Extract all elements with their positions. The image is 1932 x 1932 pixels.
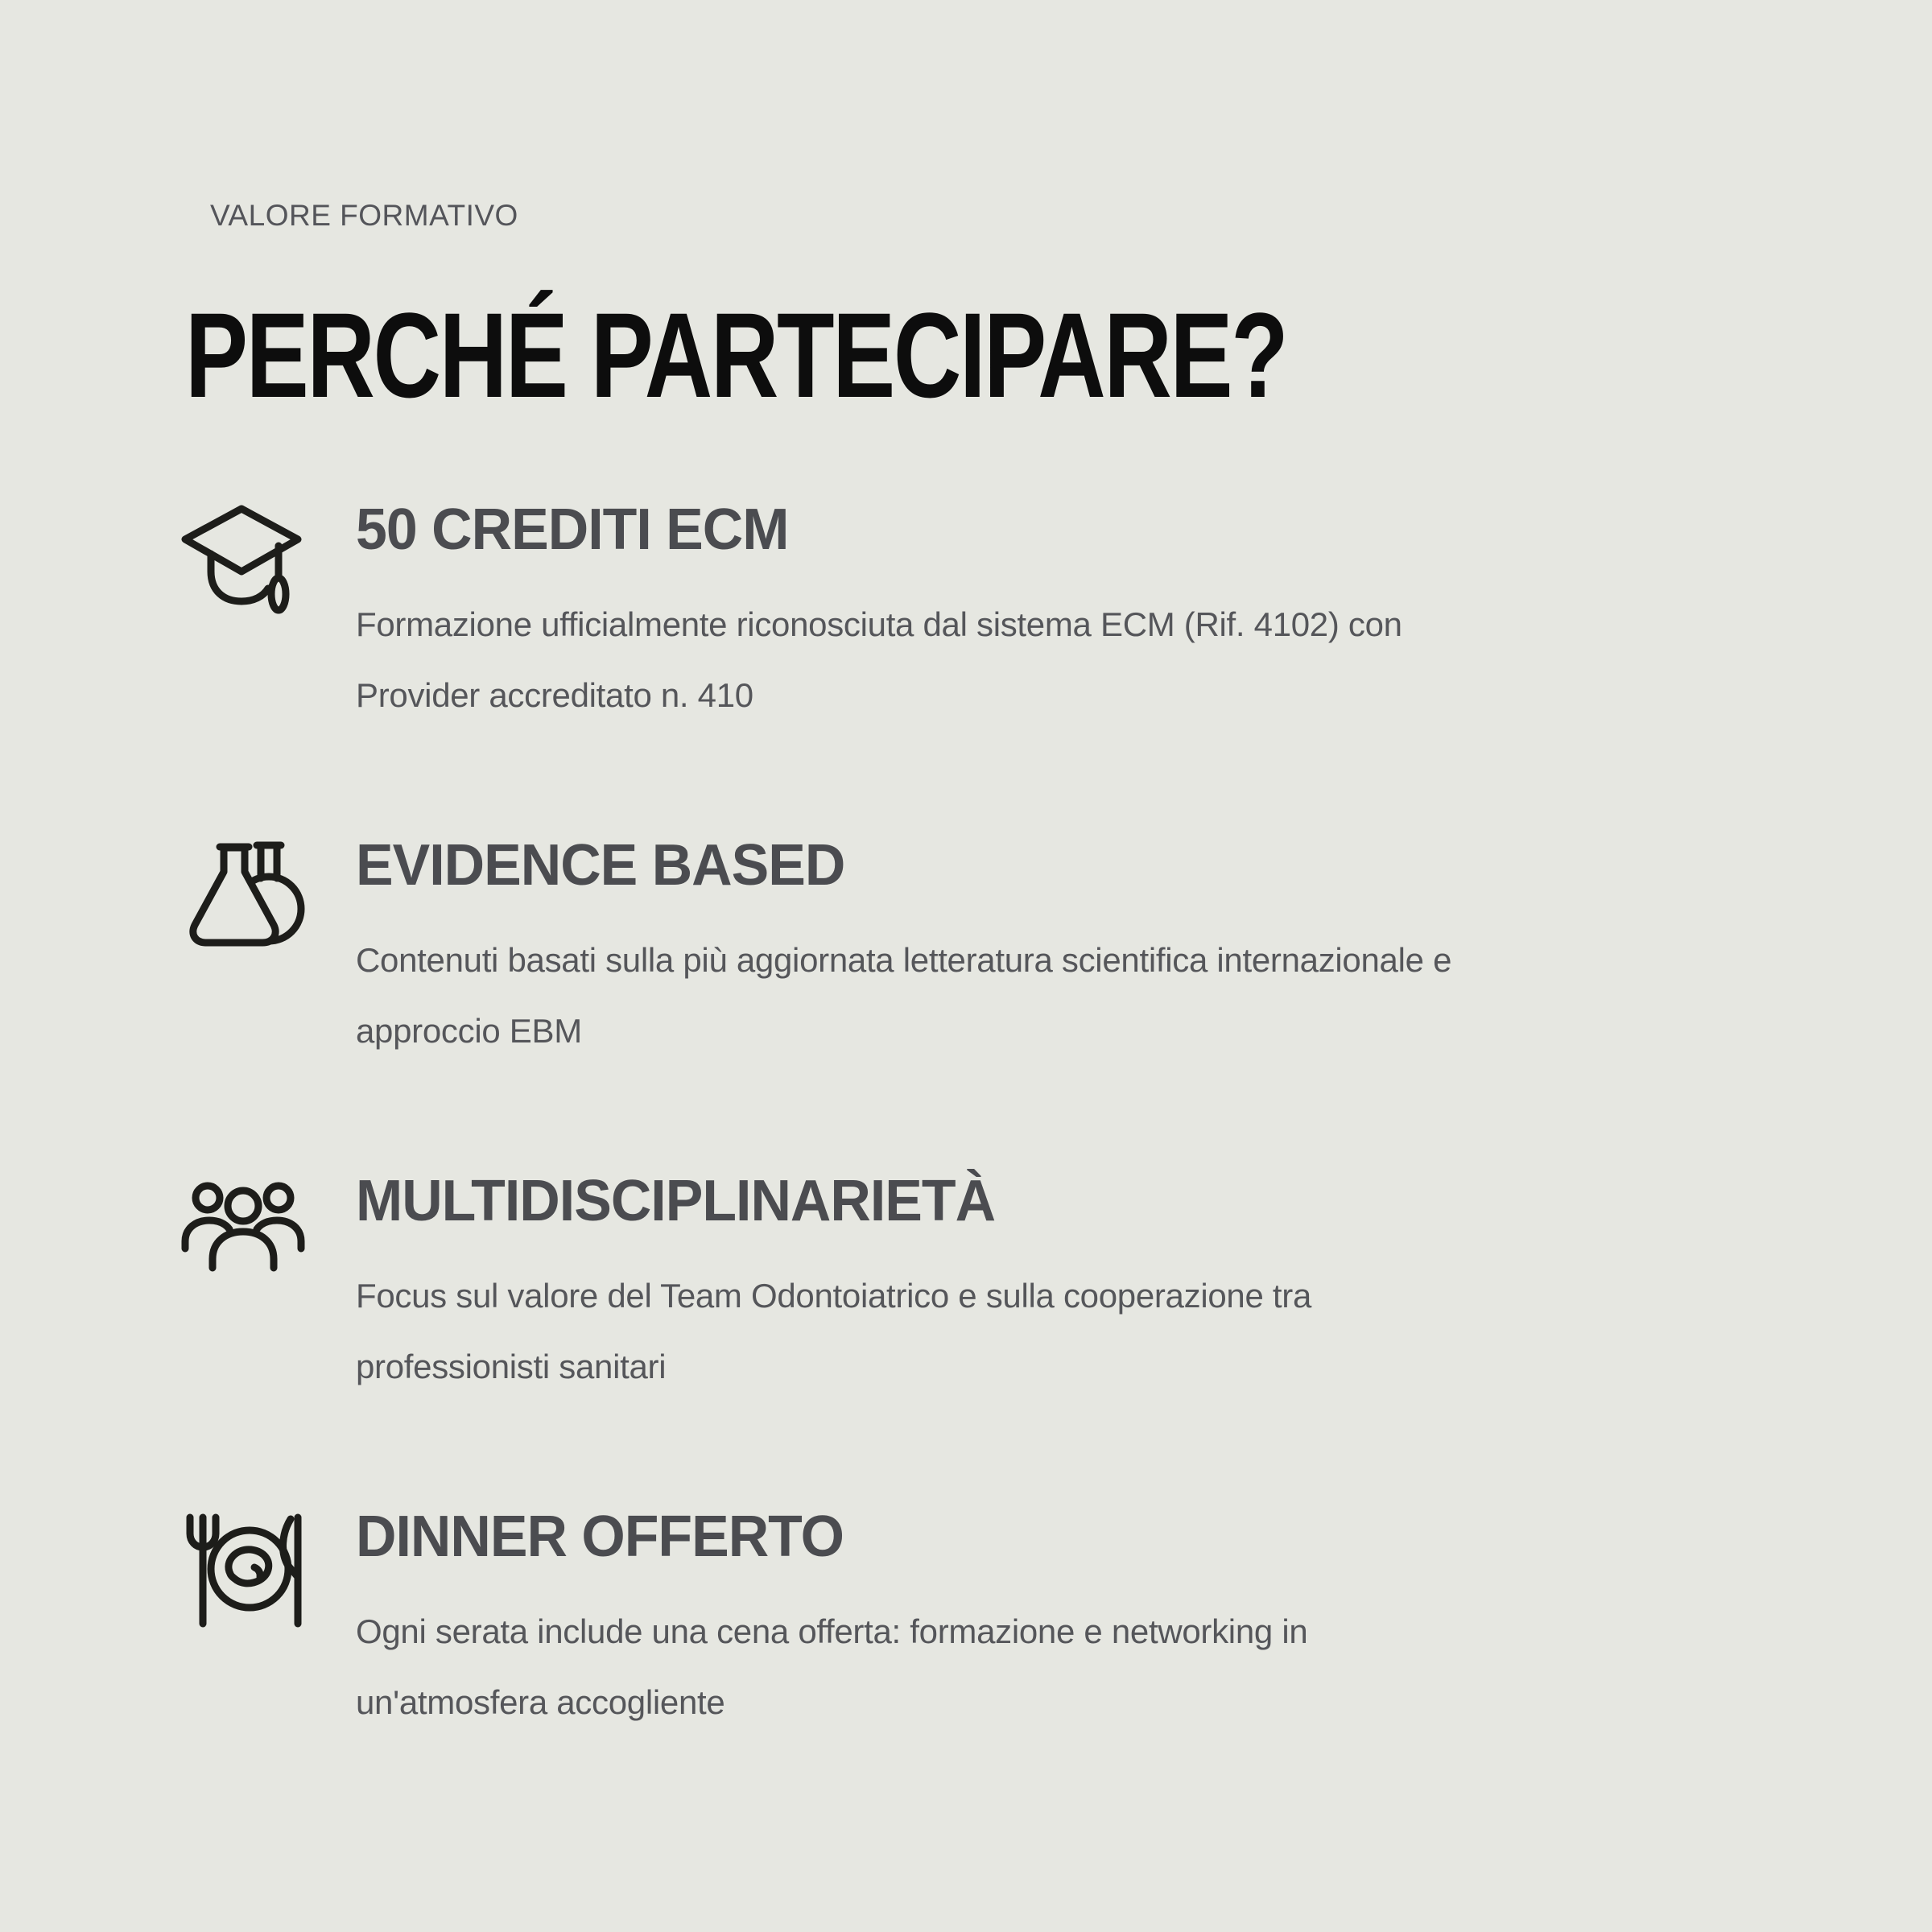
description-line: Provider accreditato n. 410 [356,676,753,714]
description-line: Ogni serata include una cena offerta: formazione e networking in [356,1612,1308,1650]
description-line: approccio EBM [356,1012,582,1050]
feature-evidence-based [179,835,1451,1067]
feature-description [356,1261,1311,1402]
page-title: PERCHÉ PARTECIPARE? [185,287,1287,423]
description-line: un'atmosfera accogliente [356,1683,725,1721]
description-line: professionisti sanitari [356,1348,667,1385]
dinner-plate-icon [179,1506,308,1635]
description-line: Focus sul valore del Team Odontoiatrico e sulla cooperazione tra [356,1277,1312,1315]
description-line: Contenuti basati sulla più aggiornata letteratura scientifica internazionale e [356,941,1452,979]
feature-title: EVIDENCE BASED [356,833,845,898]
people-group-icon [179,1170,308,1299]
graduation-cap-icon [179,499,308,628]
feature-dinner-offerto [179,1506,1307,1738]
feature-description [356,1596,1307,1738]
flasks-icon [179,835,308,964]
section-kicker: VALORE FORMATIVO [210,199,518,232]
feature-title: 50 CREDITI ECM [356,497,789,562]
feature-multidisciplinarieta [179,1170,1311,1402]
feature-title: MULTIDISCIPLINARIETÀ [356,1169,996,1233]
feature-title: DINNER OFFERTO [356,1505,844,1569]
feature-crediti-ecm [179,499,1402,731]
feature-description [356,925,1451,1067]
feature-description [356,589,1402,731]
description-line: Formazione ufficialmente riconosciuta dal sistema ECM (Rif. 4102) con [356,605,1402,643]
